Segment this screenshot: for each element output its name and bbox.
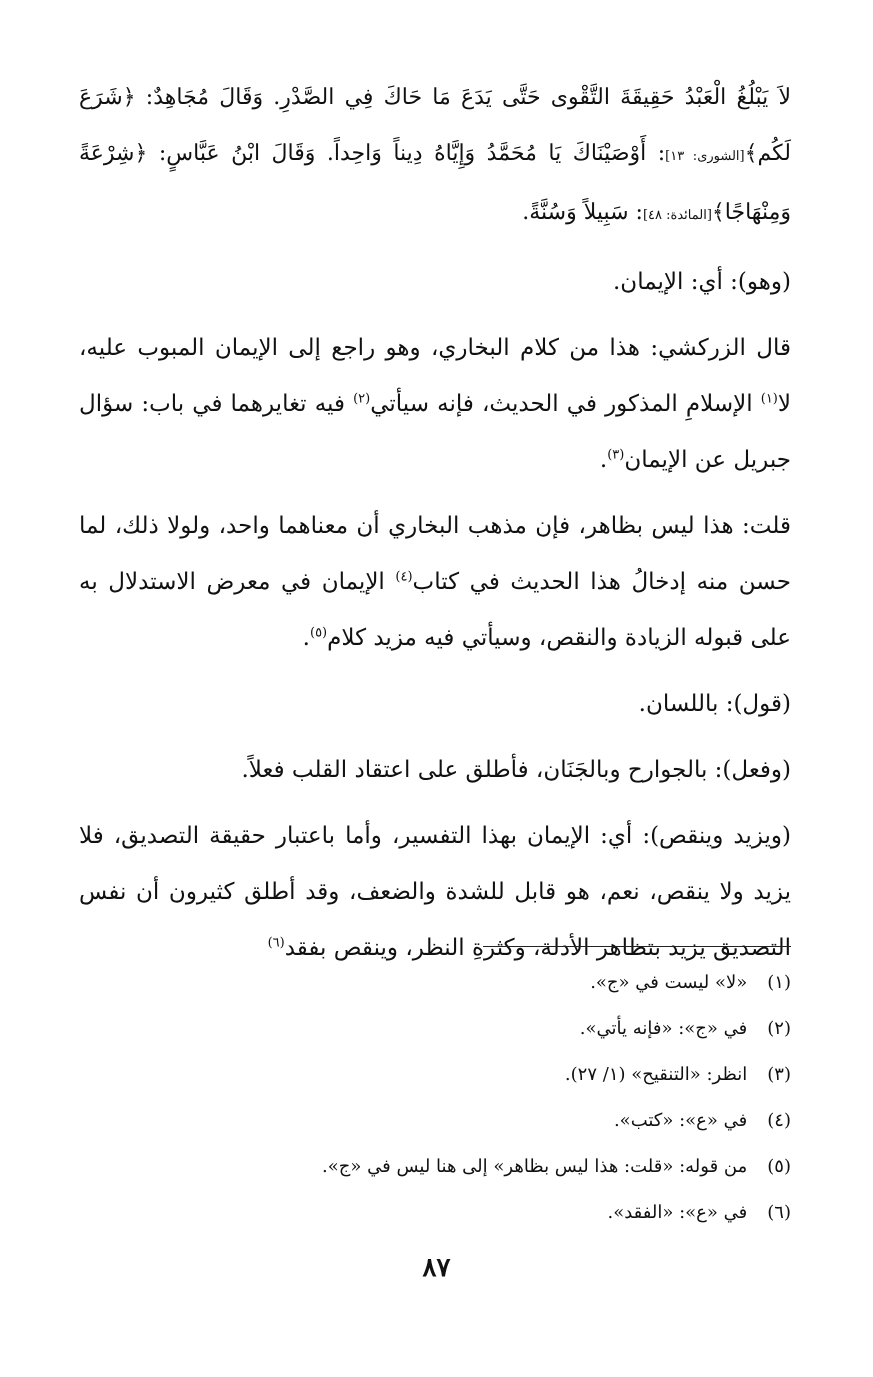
qawl-paragraph: (قول): باللسان. <box>638 691 791 717</box>
hadith-paragraph <box>79 70 791 244</box>
footnote-separator <box>483 946 791 947</box>
footnote-number: (٢) <box>767 1018 791 1039</box>
fi3l-paragraph: (وفعل): بالجوارح وبالجَنَان، فأطلق على اعتقاد القلب فعلاً. <box>241 757 791 783</box>
yazid-paragraph <box>79 808 791 976</box>
quran-ref-maida: [المائدة: ٤٨] <box>642 208 712 223</box>
zarkashi-text-1: قال الزركشي: هذا من كلام البخاري، وهو راجع إلى الإيمان المبوب عليه، لا <box>79 335 791 417</box>
zarkashi-text-3: فيه تغايرهما في باب: سؤال جبريل عن الإيمان <box>79 391 791 473</box>
footnote-number: (٥) <box>767 1156 791 1177</box>
footnotes-list <box>79 960 791 1236</box>
wahuwa-paragraph: (وهو): أي: الإيمان. <box>613 269 791 295</box>
footnote-text: في «ع»: «الفقد». <box>607 1202 748 1223</box>
footnote-item <box>79 1144 791 1190</box>
footnote-ref-1: (١) <box>760 391 778 407</box>
footnote-ref-3: (٣) <box>607 447 625 463</box>
footnote-number: (١) <box>767 972 791 993</box>
quran-ref-shura: [الشورى: ١٣] <box>665 149 745 164</box>
footnote-item <box>79 1190 791 1236</box>
footnote-ref-4: (٤) <box>395 569 413 585</box>
zarkashi-paragraph <box>79 320 791 488</box>
hadith-text-3: : سَبِيلاً وَسُنَّةً. <box>522 200 643 225</box>
qultu-text-1: قلت: هذا ليس بظاهر، فإن مذهب البخاري أن معناهما واحد، ولولا ذلك، لما حسن منه إدخالُ هذا الحديث في كتاب <box>79 513 791 595</box>
quran-quote-shura: ﴿شَرَعَ لَكُم﴾ <box>79 85 791 166</box>
hadith-text-1: لاَ يَبْلُغُ الْعَبْدُ حَقِيقَةَ التَّقْوى حَتَّى يَدَعَ مَا حَاكَ فِي الصَّدْرِ. وَقَالَ مُجَاهِدٌ: <box>135 85 791 110</box>
zarkashi-text-4: . <box>599 447 608 473</box>
qultu-text-3: . <box>302 625 310 651</box>
footnote-number: (٤) <box>767 1110 791 1131</box>
qultu-text-2: الإيمان في معرض الاستدلال به على قبوله الزيادة والنقص، وسيأتي فيه مزيد كلام <box>79 569 791 651</box>
footnote-ref-6: (٦) <box>267 935 285 951</box>
footnote-text: من قوله: «قلت: هذا ليس بظاهر» إلى هنا ليس في «ج». <box>322 1156 748 1177</box>
footnote-text: انظر: «التنقيح» (١/ ٢٧). <box>564 1064 748 1085</box>
footnote-item <box>79 960 791 1006</box>
footnote-text: «لا» ليست في «ج». <box>590 972 748 993</box>
qultu-paragraph <box>79 498 791 666</box>
footnote-ref-2: (٢) <box>353 391 371 407</box>
footnote-item <box>79 1098 791 1144</box>
footnote-item <box>79 1052 791 1098</box>
hadith-text-2: : أَوْصَيْنَاكَ يَا مُحَمَّدُ وَإِيَّاهُ دِيناً وَاحِداً. وَقَالَ ابْنُ عَبَّاسٍ: <box>147 141 666 166</box>
footnote-number: (٦) <box>767 1202 791 1223</box>
footnote-text: في «ج»: «فإنه يأتي». <box>579 1018 748 1039</box>
footnote-item <box>79 1006 791 1052</box>
quran-quote-maida: ﴿شِرْعَةً وَمِنْهَاجًا﴾ <box>79 141 791 225</box>
footnote-text: في «ع»: «كتب». <box>613 1110 748 1131</box>
zarkashi-text-2: الإسلامِ المذكور في الحديث، فإنه سيأتي <box>370 391 761 417</box>
main-text <box>79 70 791 986</box>
footnote-number: (٣) <box>767 1064 791 1085</box>
page-number: ٨٧ <box>422 1253 451 1283</box>
footnote-ref-5: (٥) <box>309 625 328 641</box>
yazid-text-1: (ويزيد وينقص): أي: الإيمان بهذا التفسير، وأما باعتبار حقيقة التصديق، فلا يزيد ولا ينقص، نعم، هو قابل للشدة والضعف، وقد أطلق كثيرون أن نفس التصديق يزيد بتظاهر الأدلة، وكثرةِ النظر، وينقص بفقد <box>79 823 791 961</box>
